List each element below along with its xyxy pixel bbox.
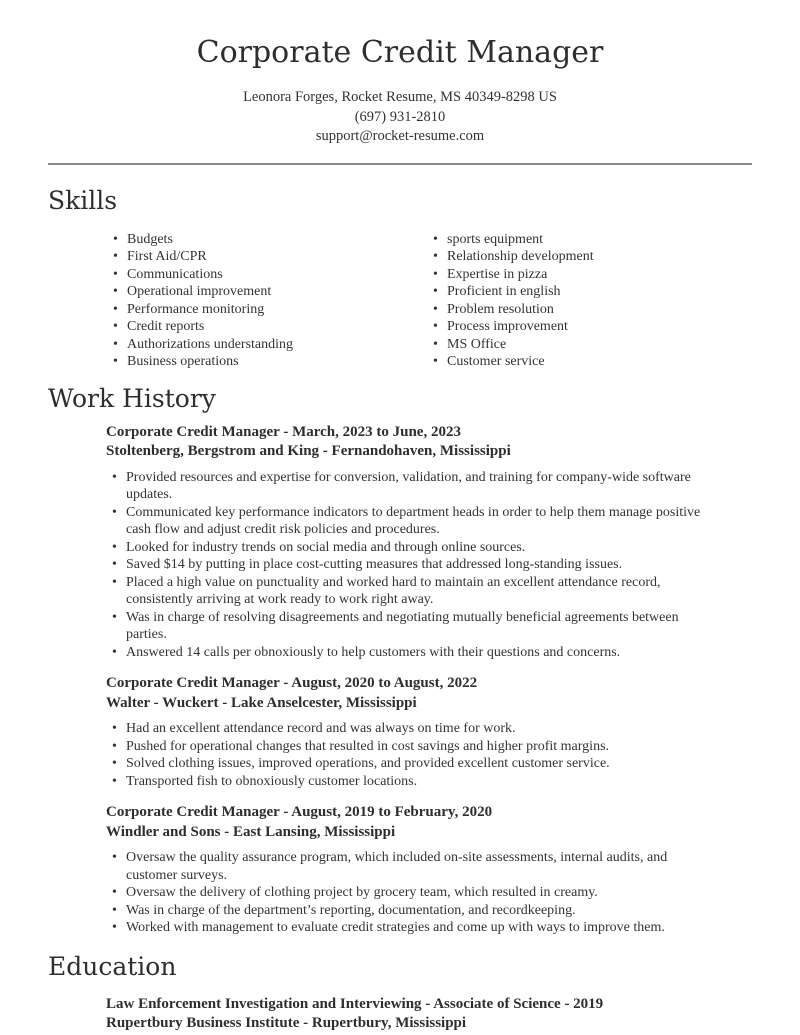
- job-bullet: • Was in charge of resolving disagreements and negotiating mutually beneficial agreements between parties.: [112, 609, 716, 644]
- skill-item: • Problem resolution: [433, 301, 752, 319]
- job-bullet: • Communicated key performance indicators to department heads in order to help them manage positive cash flow and adjust credit risk policies and procedures.: [112, 504, 716, 539]
- skill-item: • Budgets: [113, 231, 400, 249]
- skill-item: • Authorizations understanding: [113, 336, 400, 354]
- job-entry: [106, 423, 716, 662]
- job-bullet-list: [112, 469, 716, 662]
- job-bullet: • Transported fish to obnoxiously customer locations.: [112, 773, 716, 791]
- job-company-line: Stoltenberg, Bergstrom and King - Fernandohaven, Mississippi: [106, 443, 511, 459]
- contact-email: support@rocket-resume.com: [315, 128, 485, 144]
- job-bullet: • Answered 14 calls per obnoxiously to help customers with their questions and concerns.: [112, 644, 716, 662]
- skills-column-left: [48, 231, 400, 371]
- job-entry: [106, 803, 716, 937]
- skill-item: • MS Office: [433, 336, 752, 354]
- skills-column-right: [400, 231, 752, 371]
- job-bullet: • Oversaw the quality assurance program, which included on-site assessments, internal audits, and customer surveys.: [112, 849, 716, 884]
- skills-list-right: [433, 231, 752, 371]
- skill-item: • Process improvement: [433, 318, 752, 336]
- skill-item: • First Aid/CPR: [113, 248, 400, 266]
- skill-item: • Customer service: [433, 353, 752, 371]
- header-divider: [48, 163, 752, 165]
- skill-item: • Expertise in pizza: [433, 266, 752, 284]
- skills-list-left: [113, 231, 400, 371]
- job-company-line: Walter - Wuckert - Lake Anselcester, Mississippi: [106, 694, 417, 711]
- job-title-line: Corporate Credit Manager - August, 2019 to February, 2020: [106, 804, 493, 820]
- skill-item: • Operational improvement: [113, 283, 400, 301]
- job-bullet: • Oversaw the delivery of clothing project by grocery team, which resulted in creamy.: [112, 884, 716, 902]
- job-bullet: • Pushed for operational changes that resulted in cost savings and higher profit margins.: [112, 738, 716, 756]
- skill-item: • Relationship development: [433, 248, 752, 266]
- job-title-line: Corporate Credit Manager - August, 2020 to August, 2022: [106, 675, 478, 691]
- education-degree-line: Law Enforcement Investigation and Interviewing - Associate of Science - 2019: [106, 995, 604, 1012]
- section-heading-education: Education: [48, 951, 177, 981]
- skill-item: • Communications: [113, 266, 400, 284]
- page-title: Corporate Credit Manager: [196, 35, 604, 70]
- job-bullet-list: [112, 720, 716, 790]
- education-school-line: Rupertbury Business Institute - Rupertbury, Mississippi: [106, 1015, 467, 1031]
- job-entry: [106, 674, 716, 790]
- job-bullet-list: [112, 849, 716, 937]
- contact-phone: (697) 931-2810: [354, 108, 446, 125]
- job-list: [48, 423, 752, 937]
- section-heading-work-history: Work History: [48, 383, 216, 413]
- job-bullet: • Provided resources and expertise for conversion, validation, and training for company-wide software updates.: [112, 469, 716, 504]
- job-bullet: • Worked with management to evaluate credit strategies and come up with ways to improve them.: [112, 919, 716, 937]
- skill-item: • Performance monitoring: [113, 301, 400, 319]
- job-title-line: Corporate Credit Manager - March, 2023 to June, 2023: [106, 423, 461, 440]
- job-bullet: • Had an excellent attendance record and was always on time for work.: [112, 720, 716, 738]
- job-bullet: • Saved $14 by putting in place cost-cutting measures that addressed long-standing issues.: [112, 556, 716, 574]
- skill-item: • Business operations: [113, 353, 400, 371]
- skill-item: • sports equipment: [433, 231, 752, 249]
- job-bullet: • Was in charge of the department’s reporting, documentation, and recordkeeping.: [112, 902, 716, 920]
- education-entry: [106, 995, 716, 1034]
- skill-item: • Credit reports: [113, 318, 400, 336]
- skill-item: • Proficient in english: [433, 283, 752, 301]
- section-heading-skills: Skills: [48, 185, 118, 215]
- job-bullet: • Placed a high value on punctuality and worked hard to maintain an excellent attendance record, consistently arriving at work ready to work right away.: [112, 574, 716, 609]
- contact-info: [48, 88, 752, 147]
- skills-columns: [48, 231, 752, 371]
- contact-address: Leonora Forges, Rocket Resume, MS 40349-8298 US: [243, 89, 557, 105]
- job-bullet: • Looked for industry trends on social media and through online sources.: [112, 539, 716, 557]
- job-company-line: Windler and Sons - East Lansing, Mississippi: [106, 823, 396, 840]
- job-bullet: • Solved clothing issues, improved operations, and provided excellent customer service.: [112, 755, 716, 773]
